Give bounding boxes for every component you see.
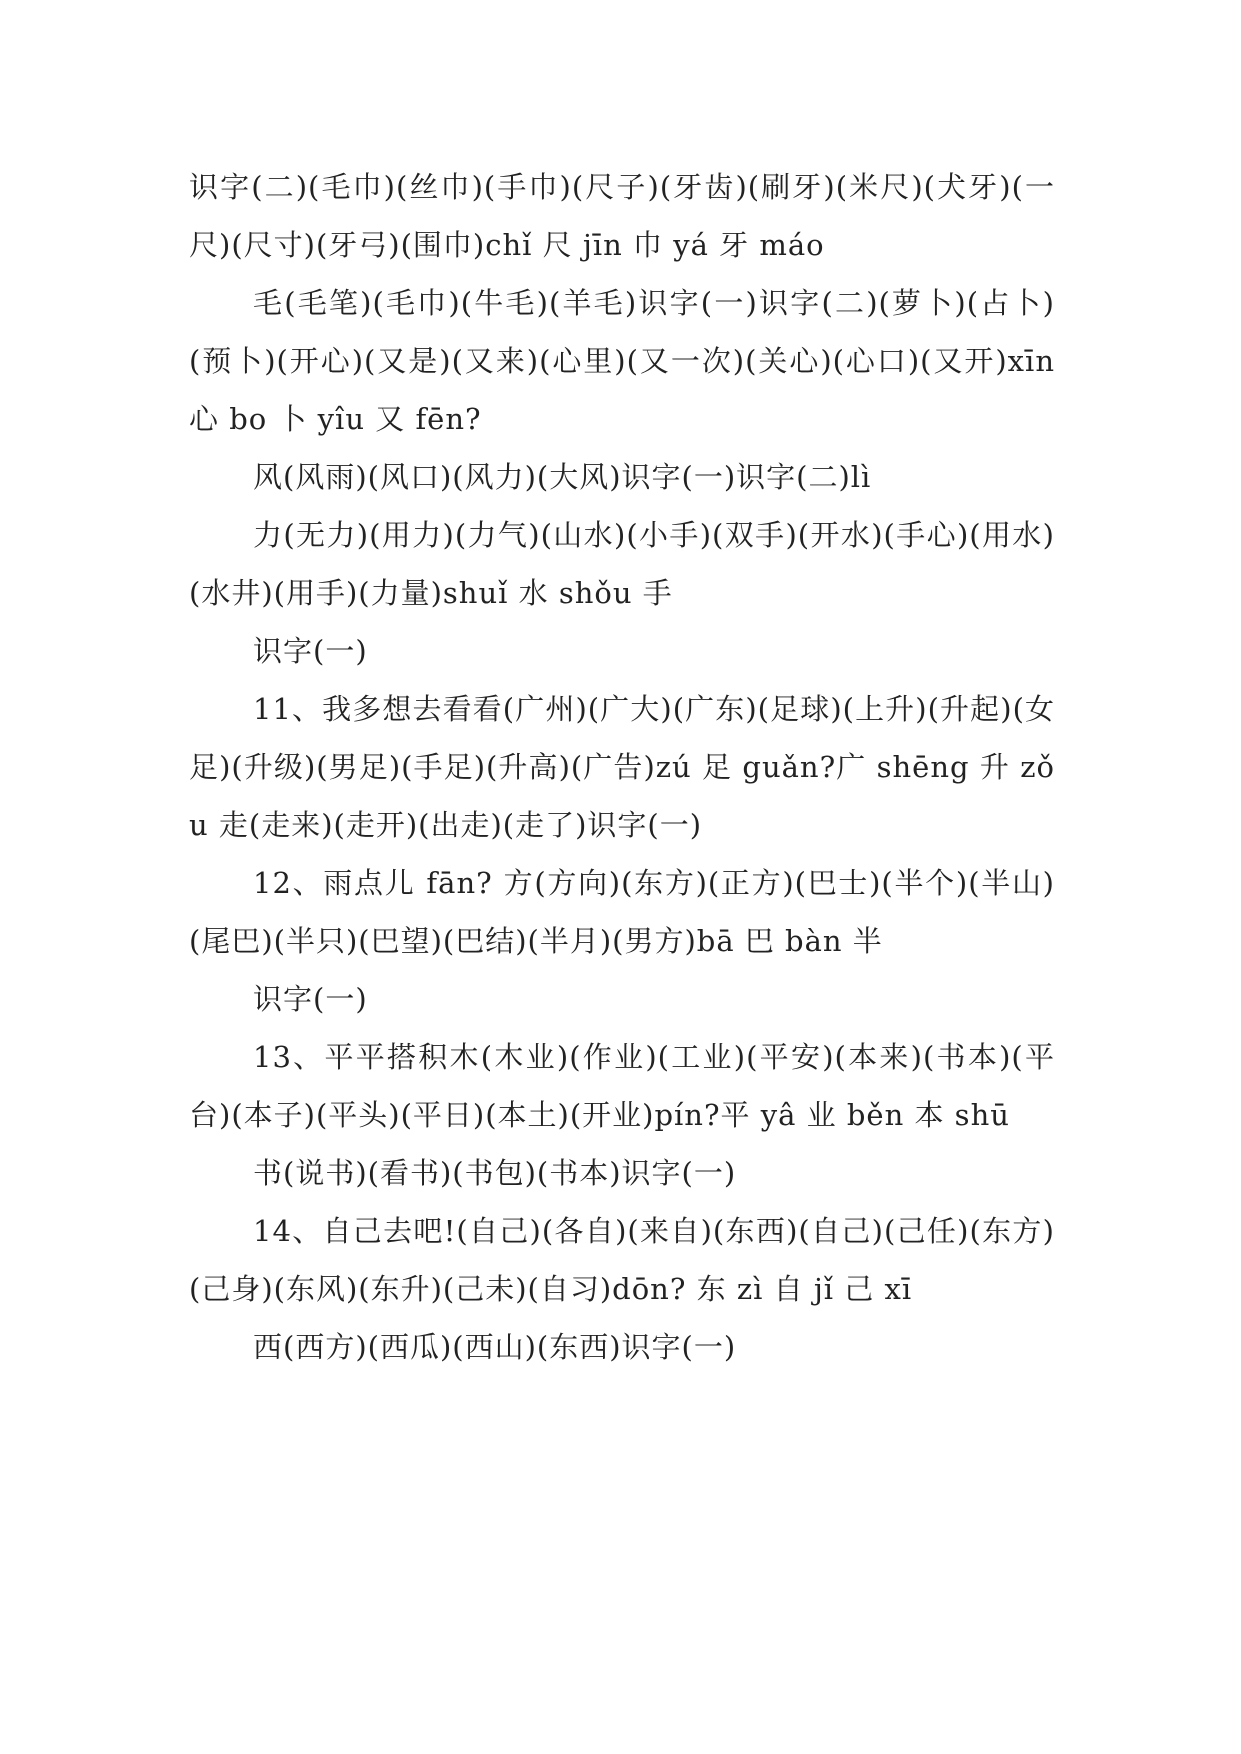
paragraph: 13、平平搭积木(木业)(作业)(工业)(平安)(本来)(书本)(平台)(本子)(平头)(平日)(本土)(开业)pín?平 yâ 业 běn 本 shū: [189, 1040, 1055, 1132]
paragraph: 书(说书)(看书)(书包)(书本)识字(一): [253, 1156, 737, 1190]
paragraph: 西(西方)(西瓜)(西山)(东西)识字(一): [253, 1330, 737, 1364]
paragraph: 11、我多想去看看(广州)(广大)(广东)(足球)(上升)(升起)(女足)(升级)(男足)(手足)(升高)(广告)zú 足 guǎn?广 shēng 升 zǒu 走(走来)(走开)(出走)(走了)识字(一): [189, 692, 1055, 842]
paragraph: 12、雨点儿 fān? 方(方向)(东方)(正方)(巴士)(半个)(半山)(尾巴)(半只)(巴望)(巴结)(半月)(男方)bā 巴 bàn 半: [189, 866, 1055, 958]
paragraph: 识字(二)(毛巾)(丝巾)(手巾)(尺子)(牙齿)(刷牙)(米尺)(犬牙)(一尺)(尺寸)(牙弓)(围巾)chǐ 尺 jīn 巾 yá 牙 máo: [189, 170, 1055, 262]
paragraph: 力(无力)(用力)(力气)(山水)(小手)(双手)(开水)(手心)(用水)(水井)(用手)(力量)shuǐ 水 shǒu 手: [189, 518, 1055, 610]
paragraph: 毛(毛笔)(毛巾)(牛毛)(羊毛)识字(一)识字(二)(萝卜)(占卜)(预卜)(开心)(又是)(又来)(心里)(又一次)(关心)(心口)(又开)xīn 心 bo 卜 yîu 又 fēn?: [189, 286, 1055, 436]
paragraph: 风(风雨)(风口)(风力)(大风)识字(一)识字(二)lì: [253, 460, 872, 494]
document-body: [189, 158, 1055, 1376]
paragraph: 14、自己去吧!(自己)(各自)(来自)(东西)(自己)(己任)(东方)(己身)(东风)(东升)(己未)(自习)dōn? 东 zì 自 jǐ 己 xī: [189, 1214, 1055, 1306]
paragraph: 识字(一): [253, 982, 368, 1016]
paragraph: 识字(一): [253, 634, 368, 668]
